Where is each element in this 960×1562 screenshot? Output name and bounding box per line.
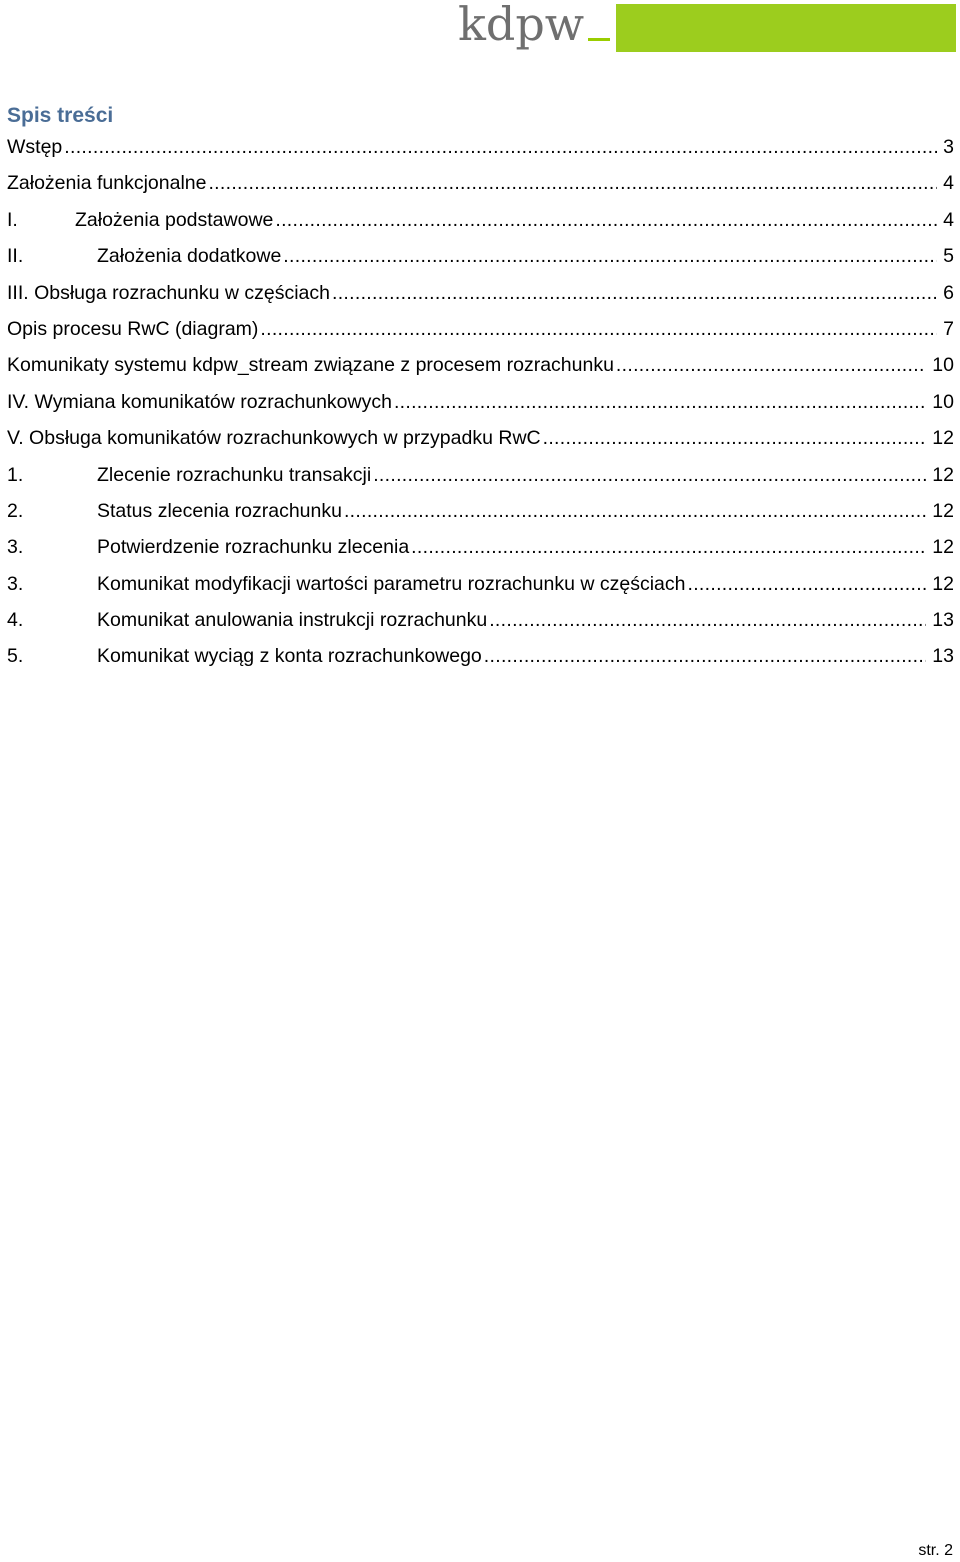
toc-entry[interactable] xyxy=(7,569,954,605)
toc-dot-leader xyxy=(489,605,926,635)
toc-entry[interactable] xyxy=(7,350,954,386)
toc-dot-leader xyxy=(373,460,926,490)
toc-entry-text[interactable]: Opis procesu RwC (diagram) xyxy=(7,317,259,340)
logo-wordmark: kdpw xyxy=(458,0,585,51)
toc-entry-text[interactable]: Komunikaty systemu kdpw_stream związane z procesem rozrachunku xyxy=(7,354,614,377)
toc-entry[interactable] xyxy=(7,605,954,641)
toc-title: Spis treści xyxy=(7,104,114,127)
toc-entry-number: 5. xyxy=(7,645,24,668)
toc-entry[interactable] xyxy=(7,205,954,241)
toc-entry-number: 2. xyxy=(7,499,24,522)
toc-entry[interactable] xyxy=(7,314,954,350)
toc-dot-leader xyxy=(687,569,926,599)
logo-green-block xyxy=(616,4,956,52)
toc-entry-text[interactable]: Zlecenie rozrachunku transakcji xyxy=(97,463,372,486)
toc-entry-number: 3. xyxy=(7,572,24,595)
toc-entry-number: 3. xyxy=(7,536,24,559)
toc-dot-leader xyxy=(344,496,926,526)
toc-entry-number: II. xyxy=(7,245,24,268)
toc-entry[interactable] xyxy=(7,460,954,496)
toc-entry-text[interactable]: IV. Wymiana komunikatów rozrachunkowych xyxy=(7,390,392,413)
toc-dot-leader xyxy=(543,423,927,453)
toc-entry-text[interactable]: Komunikat wyciąg z konta rozrachunkowego xyxy=(97,645,482,668)
toc-entry[interactable] xyxy=(7,423,954,459)
toc-dot-leader xyxy=(411,532,926,562)
toc-dot-leader xyxy=(616,350,926,380)
page-number: str. 2 xyxy=(918,1542,953,1559)
toc-entry[interactable] xyxy=(7,132,954,168)
toc-entry[interactable] xyxy=(7,241,954,277)
toc-dot-leader xyxy=(64,132,937,162)
toc-entry-text[interactable]: V. Obsługa komunikatów rozrachunkowych w przypadku RwC xyxy=(7,427,541,450)
toc-dot-leader xyxy=(208,168,937,198)
toc-entry-page[interactable]: 6 xyxy=(943,281,954,304)
toc-entry-page[interactable]: 13 xyxy=(932,609,954,632)
toc-entry-text[interactable]: Założenia podstawowe xyxy=(75,208,274,231)
toc-entry-page[interactable]: 10 xyxy=(932,354,954,377)
toc-dot-leader xyxy=(275,205,937,235)
toc-entry-page[interactable]: 12 xyxy=(932,499,954,522)
toc-entry-page[interactable]: 4 xyxy=(943,208,954,231)
kdpw-logo xyxy=(452,0,956,58)
toc-entry[interactable] xyxy=(7,532,954,568)
toc-entry-page[interactable]: 12 xyxy=(932,427,954,450)
toc-entry-text[interactable]: Komunikat modyfikacji wartości parametru rozrachunku w częściach xyxy=(97,572,686,595)
toc-dot-leader xyxy=(332,278,937,308)
toc-entry[interactable] xyxy=(7,496,954,532)
toc-entry[interactable] xyxy=(7,278,954,314)
toc-dot-leader xyxy=(283,241,937,271)
toc-entry-text[interactable]: Potwierdzenie rozrachunku zlecenia xyxy=(97,536,410,559)
toc-entry-text[interactable]: Założenia dodatkowe xyxy=(97,245,282,268)
toc-dot-leader xyxy=(394,387,926,417)
toc-entry-text[interactable]: Komunikat anulowania instrukcji rozrachunku xyxy=(97,609,488,632)
toc-entry-page[interactable]: 4 xyxy=(943,172,954,195)
toc-entry-text[interactable]: Założenia funkcjonalne xyxy=(7,172,207,195)
table-of-contents xyxy=(7,132,954,678)
toc-entry-page[interactable]: 10 xyxy=(932,390,954,413)
toc-entry-page[interactable]: 5 xyxy=(943,245,954,268)
toc-entry-page[interactable]: 12 xyxy=(932,572,954,595)
toc-dot-leader xyxy=(260,314,937,344)
toc-dot-leader xyxy=(484,641,927,671)
toc-entry-page[interactable]: 13 xyxy=(932,645,954,668)
logo-underscore xyxy=(588,38,610,41)
toc-entry-number: 4. xyxy=(7,609,24,632)
toc-entry[interactable] xyxy=(7,387,954,423)
toc-entry-text[interactable]: Status zlecenia rozrachunku xyxy=(97,499,342,522)
toc-entry-page[interactable]: 12 xyxy=(932,463,954,486)
toc-entry-number: I. xyxy=(7,208,18,231)
toc-entry[interactable] xyxy=(7,168,954,204)
toc-entry-page[interactable]: 3 xyxy=(943,136,954,158)
toc-entry-number: 1. xyxy=(7,463,24,486)
toc-entry[interactable] xyxy=(7,641,954,677)
toc-entry-page[interactable]: 12 xyxy=(932,536,954,559)
toc-entry-text[interactable]: Wstęp xyxy=(7,136,63,158)
toc-entry-page[interactable]: 7 xyxy=(943,317,954,340)
toc-entry-text[interactable]: III. Obsługa rozrachunku w częściach xyxy=(7,281,330,304)
